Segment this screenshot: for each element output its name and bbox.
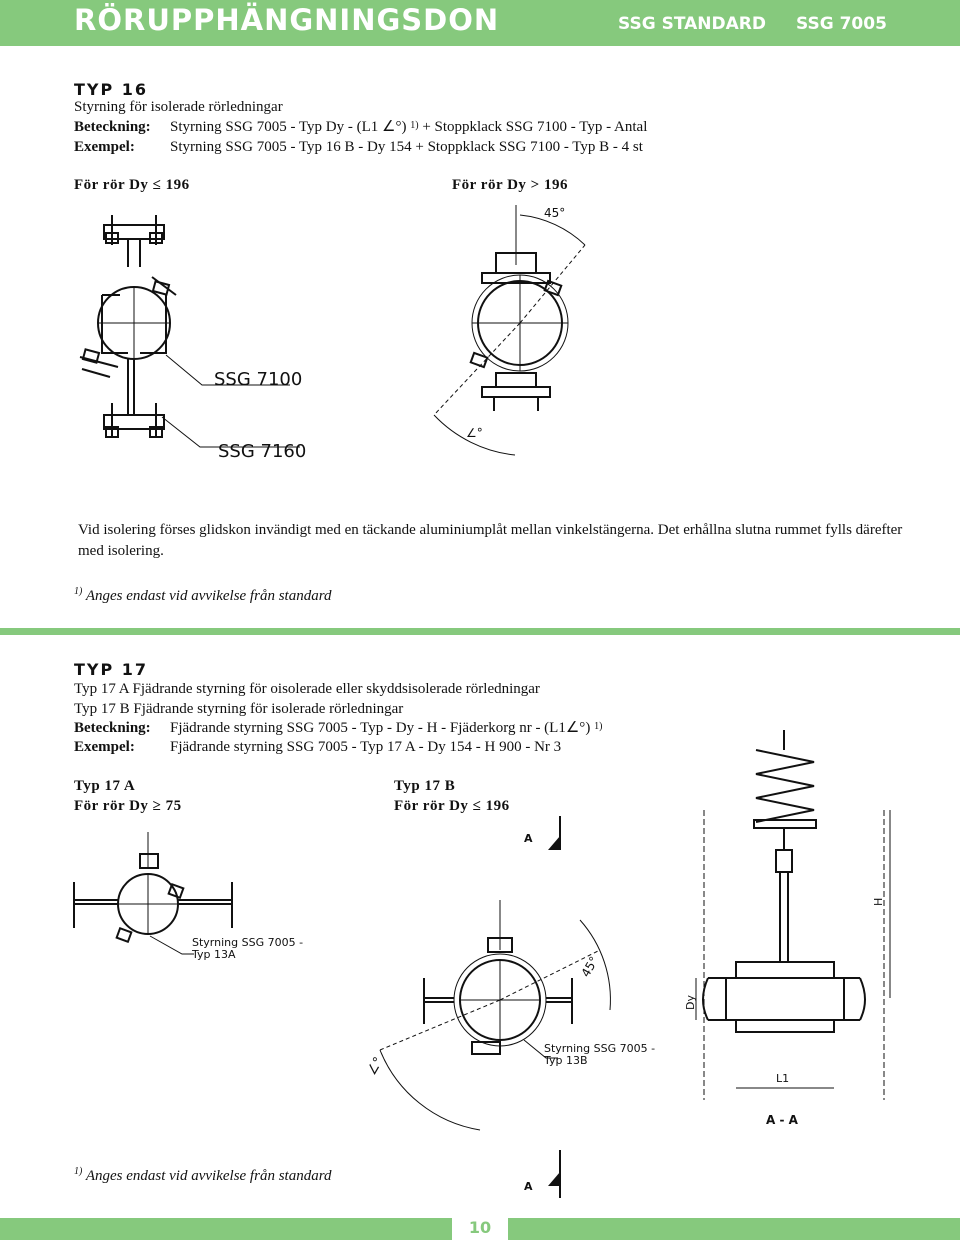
typ17b-angle-l: ∠° xyxy=(364,1054,387,1078)
standard-label: SSG STANDARD xyxy=(618,14,766,34)
typ17-exempel-value: Fjädrande styrning SSG 7005 - Typ 17 A - Dy 154 - H 900 - Nr 3 xyxy=(170,739,562,755)
typ16-right-caption: För rör Dy > 196 xyxy=(452,177,568,193)
section-aa-label: A - A xyxy=(766,1113,798,1127)
typ17-exempel-label: Exempel: xyxy=(74,739,135,755)
typ17-heading: TYP 17 xyxy=(74,660,149,679)
typ16-footnote: $^{1)}$ Anges endast vid avvikelse från standard xyxy=(74,586,332,604)
typ16-left-caption: För rör Dy ≤ 196 xyxy=(74,177,190,193)
header-bar xyxy=(0,0,960,46)
typ17a-label-2: Typ 13A xyxy=(192,948,236,961)
typ16-beteckning-value: Styrning SSG 7005 - Typ Dy - (L1 ∠°) $^{1)}$ + Stoppklack SSG 7100 - Typ - Antal xyxy=(170,119,648,135)
typ17-line-b: Typ 17 B Fjädrande styrning för isolerade rörledningar xyxy=(74,701,404,717)
typ17-line-a: Typ 17 A Fjädrande styrning för oisolerade eller skyddsisolerade rörledningar xyxy=(74,681,540,697)
standard-code: SSG 7005 xyxy=(796,14,887,34)
typ17-side-view xyxy=(684,730,934,1130)
fig-label-ssg7100: SSG 7100 xyxy=(214,369,303,390)
typ17b-angle-45: 45° xyxy=(578,954,602,980)
spring-coil xyxy=(756,750,814,822)
dim-h-label: H xyxy=(872,897,885,906)
pipe-section xyxy=(726,978,844,1020)
typ17a-title: Typ 17 A xyxy=(74,778,136,794)
section-a-bottom-label: A xyxy=(524,1180,533,1193)
typ17a-figure xyxy=(70,832,340,972)
typ17b-label-1: Styrning SSG 7005 - xyxy=(544,1042,656,1055)
typ16-right-figure xyxy=(420,205,640,475)
typ17-beteckning-row xyxy=(74,719,603,738)
section-a-top-label: A xyxy=(524,832,533,845)
typ17b-title: Typ 17 B xyxy=(394,778,456,794)
typ16-description: Styrning för isolerade rörledningar xyxy=(74,99,283,115)
angle-45-label: 45° xyxy=(544,206,566,220)
section-divider xyxy=(0,628,960,635)
section-mark-top xyxy=(520,816,580,896)
dim-dy-label: Dy xyxy=(684,995,697,1010)
angle-l-label: ∠° xyxy=(466,426,483,440)
typ16-exempel-value: Styrning SSG 7005 - Typ 16 B - Dy 154 + Stoppklack SSG 7100 - Typ B - 4 st xyxy=(170,139,643,155)
typ16-heading: TYP 16 xyxy=(74,80,149,99)
typ16-left-figure xyxy=(70,205,370,495)
typ17b-label-2: Typ 13B xyxy=(544,1054,588,1067)
typ17-footnote: $^{1)}$ Anges endast vid avvikelse från standard xyxy=(74,1166,332,1184)
typ17b-caption: För rör Dy ≤ 196 xyxy=(394,798,510,814)
dim-l1-label: L1 xyxy=(776,1072,790,1085)
typ16-beteckning-row xyxy=(74,118,648,137)
typ17-exempel-row xyxy=(74,738,562,757)
typ16-exempel-label: Exempel: xyxy=(74,139,135,155)
typ16-note: Vid isolering förses glidskon invändigt med en täckande aluminiumplåt mellan vinkelstängerna. Det erhållna slutna rummet fylls därefter med isolering. xyxy=(78,522,903,559)
typ17a-caption: För rör Dy ≥ 75 xyxy=(74,798,182,814)
typ16-exempel-row xyxy=(74,138,643,157)
typ16-beteckning-label: Beteckning: xyxy=(74,119,151,135)
typ17-beteckning-value: Fjädrande styrning SSG 7005 - Typ - Dy - H - Fjäderkorg nr - (L1∠°) $^{1)}$ xyxy=(170,720,603,736)
fig-label-ssg7160: SSG 7160 xyxy=(218,441,307,462)
typ17a-label-1: Styrning SSG 7005 - xyxy=(192,936,304,949)
document-title: RÖRUPPHÄNGNINGSDON xyxy=(74,3,500,37)
page-number: 10 xyxy=(468,1218,492,1237)
typ17-beteckning-label: Beteckning: xyxy=(74,720,151,736)
typ17b-figure xyxy=(360,900,660,1140)
